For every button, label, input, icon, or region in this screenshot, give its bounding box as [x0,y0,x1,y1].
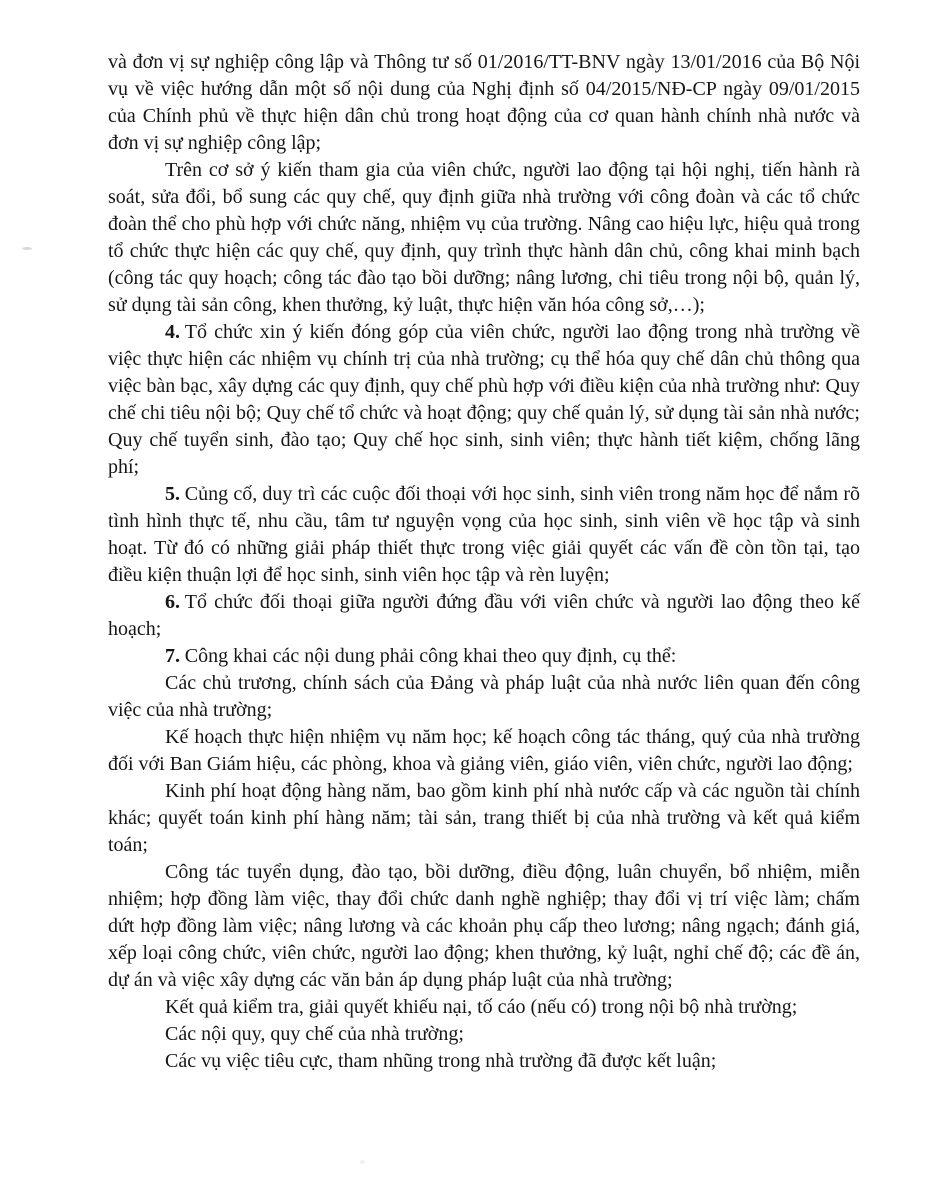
paragraph-text: Các nội quy, quy chế của nhà trường; [165,1023,464,1045]
paragraph [108,481,860,589]
paragraph-text: Công tác tuyển dụng, đào tạo, bồi dưỡng, điều động, luân chuyển, bổ nhiệm, miễn nhiệm; hợp đồng làm việc, thay đổi chức danh nghề nghiệp; thay đổi vị trí việc làm; chấm dứt hợp đồng làm việc; nâng lương và các khoản phụ cấp theo lương; nâng ngạch; đánh giá, xếp loại công chức, viên chức, người lao động; khen thưởng, kỷ luật, nghỉ chế độ; các đề án, dự án và việc xây dựng các văn bản áp dụng pháp luật của nhà trường; [108,861,860,991]
paragraph [108,778,860,859]
paragraph-number: 4. [165,321,180,343]
paragraph [108,157,860,319]
paragraph-text: Các vụ việc tiêu cực, tham nhũng trong nhà trường đã được kết luận; [165,1050,717,1072]
scan-artifact [360,1160,365,1164]
paragraph-text: Tổ chức đối thoại giữa người đứng đầu với viên chức và người lao động theo kế hoạch; [108,591,860,640]
paragraph [108,670,860,724]
paragraph-number: 6. [165,591,180,613]
paragraph-text: Các chủ trương, chính sách của Đảng và pháp luật của nhà nước liên quan đến công việc của nhà trường; [108,672,860,721]
paragraph [108,643,860,670]
paragraph-text: Tổ chức xin ý kiến đóng góp của viên chức, người lao động trong nhà trường về việc thực hiện các nhiệm vụ chính trị của nhà trường; cụ thể hóa quy chế dân chủ thông qua việc bàn bạc, xây dựng các quy định, quy chế phù hợp với điều kiện của nhà trường như: Quy chế chi tiêu nội bộ; Quy chế tổ chức và hoạt động; quy chế quản lý, sử dụng tài sản nhà nước; Quy chế tuyển sinh, đào tạo; Quy chế học sinh, sinh viên; thực hành tiết kiệm, chống lãng phí; [108,321,860,478]
paragraph [108,994,860,1021]
paragraph [108,319,860,481]
paragraph [108,1048,860,1075]
scan-artifact [22,247,32,250]
document-text-block [108,49,860,1075]
paragraph-text: và đơn vị sự nghiệp công lập và Thông tư số 01/2016/TT-BNV ngày 13/01/2016 của Bộ Nội vụ về việc hướng dẫn một số nội dung của Nghị định số 04/2015/NĐ-CP ngày 09/01/2015 của Chính phủ về thực hiện dân chủ trong hoạt động của cơ quan hành chính nhà nước và đơn vị sự nghiệp công lập; [108,51,860,154]
paragraph [108,589,860,643]
paragraph-text: Kết quả kiểm tra, giải quyết khiếu nại, tố cáo (nếu có) trong nội bộ nhà trường; [165,996,798,1018]
paragraph [108,859,860,994]
paragraph-text: Trên cơ sở ý kiến tham gia của viên chức, người lao động tại hội nghị, tiến hành rà soát, sửa đổi, bổ sung các quy chế, quy định giữa nhà trường với công đoàn và các tổ chức đoàn thể cho phù hợp với chức năng, nhiệm vụ của trường. Nâng cao hiệu lực, hiệu quả trong tổ chức thực hiện các quy chế, quy định, quy trình thực hành dân chủ, công khai minh bạch (công tác quy hoạch; công tác đào tạo bồi dưỡng; nâng lương, chi tiêu trong nội bộ, quản lý, sử dụng tài sản công, khen thưởng, kỷ luật, thực hiện văn hóa công sở,…); [108,159,860,316]
paragraph-text: Công khai các nội dung phải công khai theo quy định, cụ thể: [184,645,677,667]
paragraph [108,724,860,778]
paragraph-number: 5. [165,483,180,505]
paragraph-text: Kinh phí hoạt động hàng năm, bao gồm kinh phí nhà nước cấp và các nguồn tài chính khác; quyết toán kinh phí hàng năm; tài sản, trang thiết bị của nhà trường và kết quả kiểm toán; [108,780,860,856]
paragraph [108,1021,860,1048]
paragraph-number: 7. [165,645,180,667]
paragraph-text: Kế hoạch thực hiện nhiệm vụ năm học; kế hoạch công tác tháng, quý của nhà trường đối với Ban Giám hiệu, các phòng, khoa và giảng viên, giáo viên, viên chức, người lao động; [108,726,860,775]
paragraph-text: Củng cố, duy trì các cuộc đối thoại với học sinh, sinh viên trong năm học để nắm rõ tình hình thực tế, nhu cầu, tâm tư nguyện vọng của học sinh, sinh viên về học tập và sinh hoạt. Từ đó có những giải pháp thiết thực trong việc giải quyết các vấn đề còn tồn tại, tạo điều kiện thuận lợi để học sinh, sinh viên học tập và rèn luyện; [108,483,860,586]
paragraph [108,49,860,157]
